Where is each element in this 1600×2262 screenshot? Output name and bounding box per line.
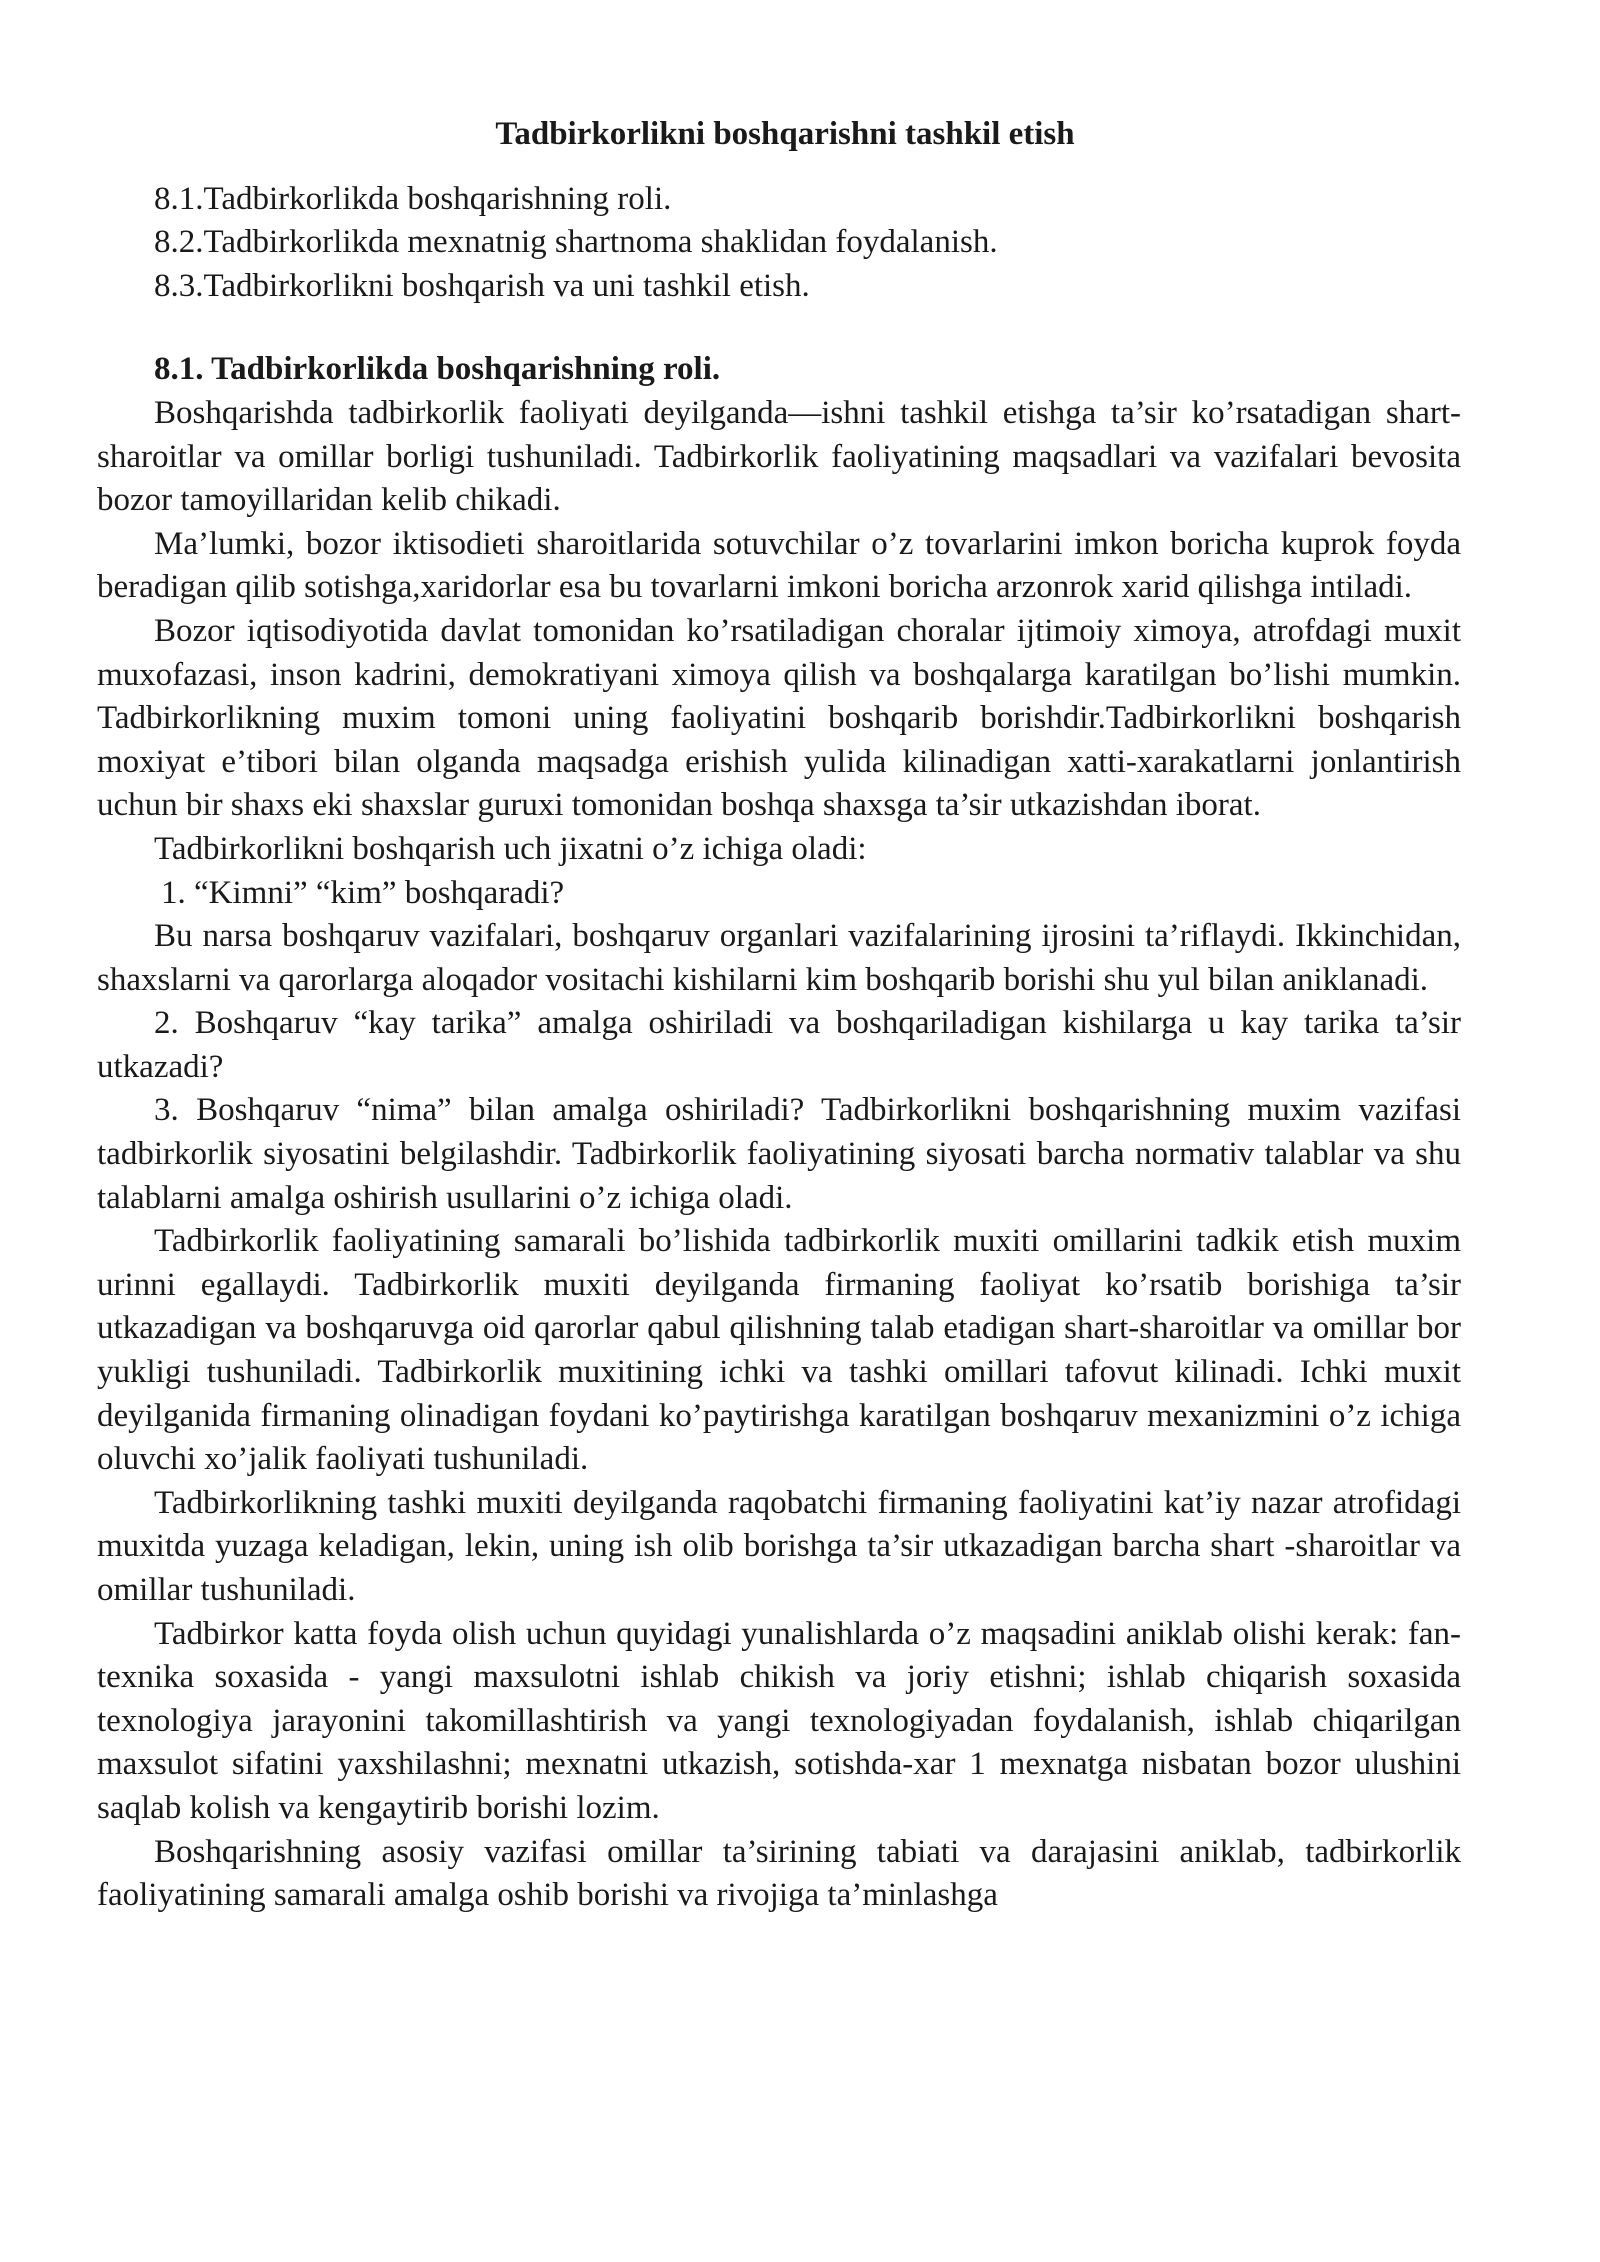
document-title: Tadbirkorlikni boshqarishni tashkil etish <box>495 116 1075 152</box>
paragraph: Boshqarishda tadbirkorlik faoliyati deyilganda—ishni tashkil etishga ta’sir ko’rsatadigan shart-sharoitlar va omillar borligi tushuniladi. Tadbirkorlik faoliyatining maqsadlari va vazifalari bevosita bozor tamoyillaridan kelib chikadi. <box>97 394 1461 519</box>
paragraph: Tadbirkorlikni boshqarish uch jixatni o’z ichiga oladi: <box>154 830 867 867</box>
list-question: 2. Boshqaruv “kay tarika” amalga oshiriladi va boshqariladigan kishilarga u kay tarika ta’sir utkazadi? <box>97 1005 1461 1085</box>
paragraph: Bozor iqtisodiyotida davlat tomonidan ko’rsatiladigan choralar ijtimoiy ximoya, atrofdagi muxit muxofazasi, inson kadrini, demokratiyani ximoya qilish va boshqalarga karatilgan bo’lishi mumkin. Tadbirkorlikning muxim tomoni uning faoliyatini boshqarib borishdir.Tadbirkorlikni boshqarish moxiyat e’tibori bilan olganda maqsadga erishish yulida kilinadigan xatti-xarakatlarni jonlantirish uchun bir shaxs eki shaxslar guruxi tomonidan boshqa shaxsga ta’sir utkazishdan iborat. <box>97 612 1461 824</box>
toc-item: 8.2.Tadbirkorlikda mexnatnig shartnoma shaklidan foydalanish. <box>154 224 998 261</box>
table-of-contents <box>97 178 1461 309</box>
paragraph: Ma’lumki, bozor iktisodieti sharoitlarida sotuvchilar o’z tovarlarini imkon boricha kuprok foyda beradigan qilib sotishga,xaridorlar esa bu tovarlarni imkoni boricha arzonrok xarid qilishga intiladi. <box>97 525 1461 606</box>
paragraph: Tadbirkorlik faoliyatining samarali bo’lishida tadbirkorlik muxiti omillarini tadkik etish muxim urinni egallaydi. Tadbirkorlik muxiti deyilganda firmaning faoliyat ko’rsatib borishiga ta’sir utkazadigan va boshqaruvga oid qarorlar qabul qilishning talab etadigan shart-sharoitlar va omillar bor yukligi tushuniladi. Tadbirkorlik muxitining ichki va tashki omillari tafovut kilinadi. Ichki muxit deyilganida firmaning olinadigan foydani ko’paytirishga karatilgan boshqaruv mexanizmini o’z ichiga oluvchi xo’jalik faoliyati tushuniladi. <box>97 1223 1461 1478</box>
list-question: 3. Boshqaruv “nima” bilan amalga oshiriladi? Tadbirkorlikni boshqarishning muxim vazifasi tadbirkorlik siyosatini belgilashdir. Tadbirkorlik faoliyatining siyosati barcha normativ talablar va shu talablarni amalga oshirish usullarini o’z ichiga oladi. <box>97 1092 1461 1216</box>
paragraph: Bu narsa boshqaruv vazifalari, boshqaruv organlari vazifalarining ijrosini ta’riflaydi. Ikkinchidan, shaxslarni va qarorlarga aloqador vositachi kishilarni kim boshqarib borishi shu yul bilan aniklanadi. <box>97 918 1461 998</box>
paragraph: Boshqarishning asosiy vazifasi omillar ta’sirining tabiati va darajasini aniklab, tadbirkorlik faoliyatining samarali amalga oshib borishi va rivojiga ta’minlashga <box>97 1833 1461 1914</box>
document-page <box>97 113 1461 1918</box>
toc-item: 8.1.Tadbirkorlikda boshqarishning roli. <box>154 180 672 217</box>
paragraph: Tadbirkorlikning tashki muxiti deyilganda raqobatchi firmaning faoliyatini kat’iy nazar atrofidagi muxitda yuzaga keladigan, lekin, uning ish olib borishga ta’sir utkazadigan barcha shart -sharoitlar va omillar tushuniladi. <box>97 1484 1461 1608</box>
section-heading: 8.1. Tadbirkorlikda boshqarishning roli. <box>154 351 721 388</box>
paragraph: Tadbirkor katta foyda olish uchun quyidagi yunalishlarda o’z maqsadini aniklab olishi kerak: fan-texnika soxasida - yangi maxsulotni ishlab chikish va joriy etishni; ishlab chiqarish soxasida texnologiya jarayonini takomillashtirish va yangi texnologiyadan foydalanish, ishlab chiqarilgan maxsulot sifatini yaxshilashni; mexnatni utkazish, sotishda-xar 1 mexnatga nisbatan bozor ulushini saqlab kolish va kengaytirib borishi lozim. <box>97 1615 1461 1826</box>
toc-item: 8.3.Tadbirkorlikni boshqarish va uni tashkil etish. <box>154 267 810 304</box>
list-question: 1. “Kimni” “kim” boshqaradi? <box>161 874 565 911</box>
